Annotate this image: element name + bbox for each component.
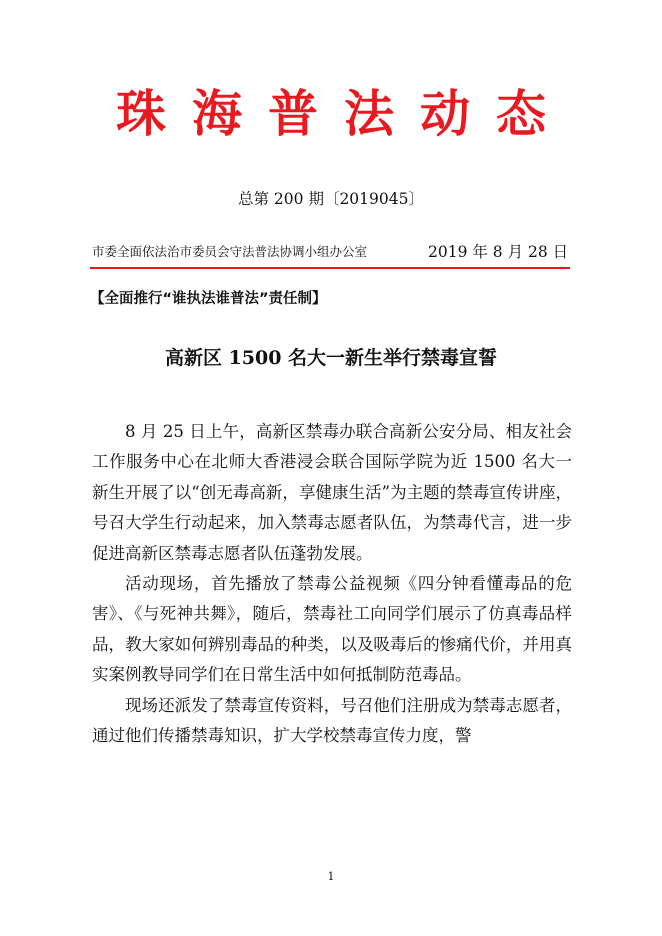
header-divider — [90, 267, 570, 269]
article-title: 高新区 1500 名大一新生举行禁毒宣誓 — [164, 347, 498, 369]
article-paragraph: 活动现场，首先播放了禁毒公益视频《四分钟看懂毒品的危害》、《与死神共舞》，随后，禁毒社工向同学们展示了仿真毒品样品，教大家如何辨别毒品的种类，以及吸毒后的惨痛代价，并用真实案例教导同学们在日常生活中如何抵制防范毒品。 — [92, 574, 572, 685]
issue-number: 总第 200 期〔2019045〕 — [238, 190, 424, 208]
issue-date: 2019 年 8 月 28 日 — [428, 243, 569, 261]
article-paragraph: 现场还派发了禁毒宣传资料，号召他们注册成为禁毒志愿者，通过他们传播禁毒知识，扩大学校禁毒宣传力度，警 — [92, 695, 572, 746]
article-paragraph: 8 月 25 日上午，高新区禁毒办联合高新公安分局、相友社会工作服务中心在北师大香港浸会联合国际学院为近 1500 名大一新生开展了以“创无毒高新，享健康生活”为主题的禁毒宣传讲座，号召大学生行动起来，加入禁毒志愿者队伍，为禁毒代言，进一步促进高新区禁毒志愿者队伍蓬勃发展。 — [92, 422, 572, 563]
section-tag: 【全面推行“谁执法谁普法”责任制】 — [90, 291, 327, 307]
masthead-title: 珠海普法动态 — [116, 84, 572, 143]
page-number: 1 — [327, 870, 335, 883]
issuing-office: 市委全面依法治市委员会守法普法协调小组办公室 — [92, 244, 368, 259]
article-body — [92, 417, 572, 751]
